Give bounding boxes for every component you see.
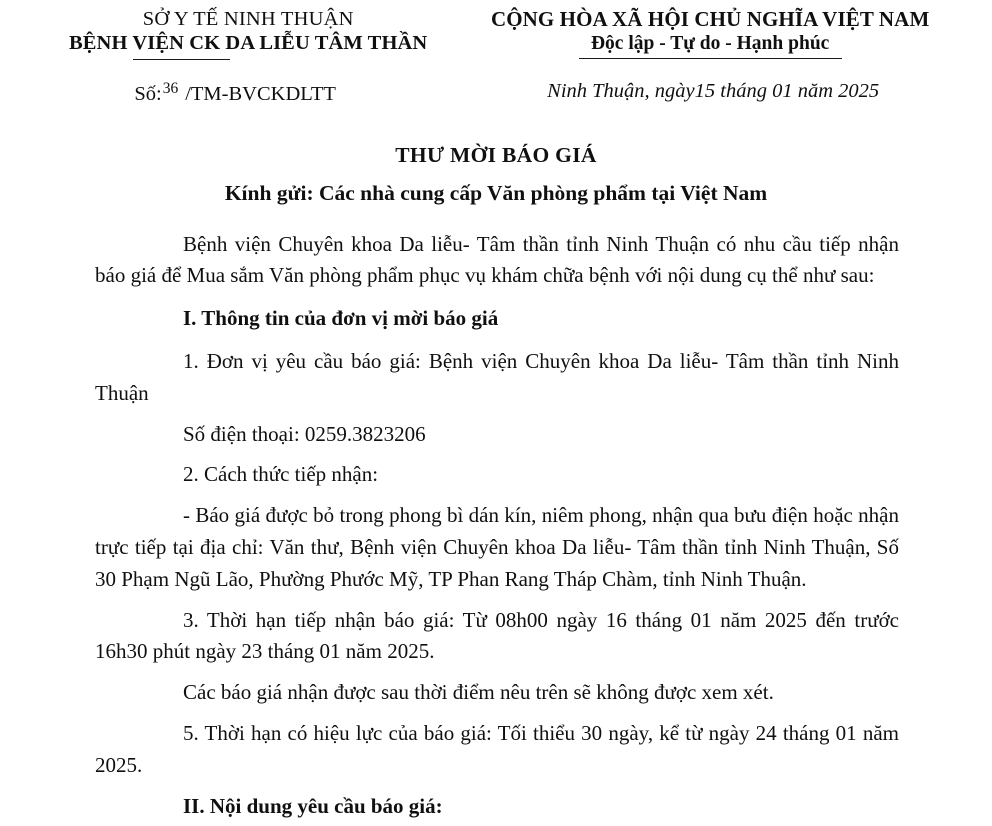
recipient-line: Kính gửi: Các nhà cung cấp Văn phòng phẩm tại Việt Nam	[224, 180, 768, 205]
item-2-detail: - Báo giá được bỏ trong phong bì dán kín, niêm phong, nhận qua bưu điện hoặc nhận trực tiếp tại địa chỉ: Văn thư, Bệnh viện Chuyên khoa Da liễu- Tâm thần tỉnh Ninh Thuận, Số 30 Phạm Ngũ Lão, Phường Phước Mỹ, TP Phan Rang Tháp Chàm, tỉnh Ninh Thuận.	[95, 503, 899, 591]
document-number-label: Số:	[134, 82, 162, 105]
document-number-value: 36	[162, 79, 179, 97]
issuing-authority-block	[0, 7, 456, 60]
section-1-heading: I. Thông tin của đơn vị mời báo giá	[183, 306, 499, 331]
title-block	[0, 142, 992, 207]
national-motto-underline	[579, 58, 842, 59]
hospital-name: BỆNH VIỆN CK DA LIỄU TÂM THẦN	[69, 32, 428, 55]
national-heading-block	[456, 7, 992, 60]
intro-paragraph: Bệnh viện Chuyên khoa Da liễu- Tâm thần tỉnh Ninh Thuận có nhu cầu tiếp nhận báo giá để Mua sắm Văn phòng phẩm phục vụ khám chữa bệnh với nội dung cụ thể như sau:	[95, 231, 899, 288]
country-name: CỘNG HÒA XÃ HỘI CHỦ NGHĨA VIỆT NAM	[490, 7, 930, 31]
section-2-heading: II. Nội dung yêu cầu báo giá:	[183, 793, 443, 818]
national-motto: Độc lập - Tự do - Hạnh phúc	[590, 32, 830, 54]
item-1-phone: Số điện thoại: 0259.3823206	[183, 421, 426, 446]
item-1-requesting-unit: 1. Đơn vị yêu cầu báo giá: Bệnh viện Chuyên khoa Da liễu- Tâm thần tỉnh Ninh Thuận	[95, 348, 899, 405]
document-body	[93, 229, 899, 823]
document-title: THƯ MỜI BÁO GIÁ	[395, 142, 597, 167]
parent-authority-name: SỞ Y TẾ NINH THUẬN	[142, 8, 354, 30]
document-meta-row	[0, 80, 992, 106]
document-number	[0, 80, 456, 106]
document-number-suffix: /TM-BVCKDLTT	[185, 82, 336, 105]
item-5-validity: 5. Thời hạn có hiệu lực của báo giá: Tối thiểu 30 ngày, kể từ ngày 24 tháng 01 năm 2025.	[95, 721, 899, 777]
item-3-deadline: 3. Thời hạn tiếp nhận báo giá: Từ 08h00 ngày 16 tháng 01 năm 2025 đến trước 16h30 phút ngày 23 tháng 01 năm 2025.	[95, 607, 899, 664]
letterhead	[0, 0, 992, 60]
item-2-receiving-method: 2. Cách thức tiếp nhận:	[183, 462, 379, 487]
place-and-date: Ninh Thuận, ngày15 tháng 01 năm 2025	[547, 79, 880, 102]
hospital-name-underline	[133, 59, 230, 60]
item-3-note: Các báo giá nhận được sau thời điểm nêu trên sẽ không được xem xét.	[183, 680, 774, 705]
